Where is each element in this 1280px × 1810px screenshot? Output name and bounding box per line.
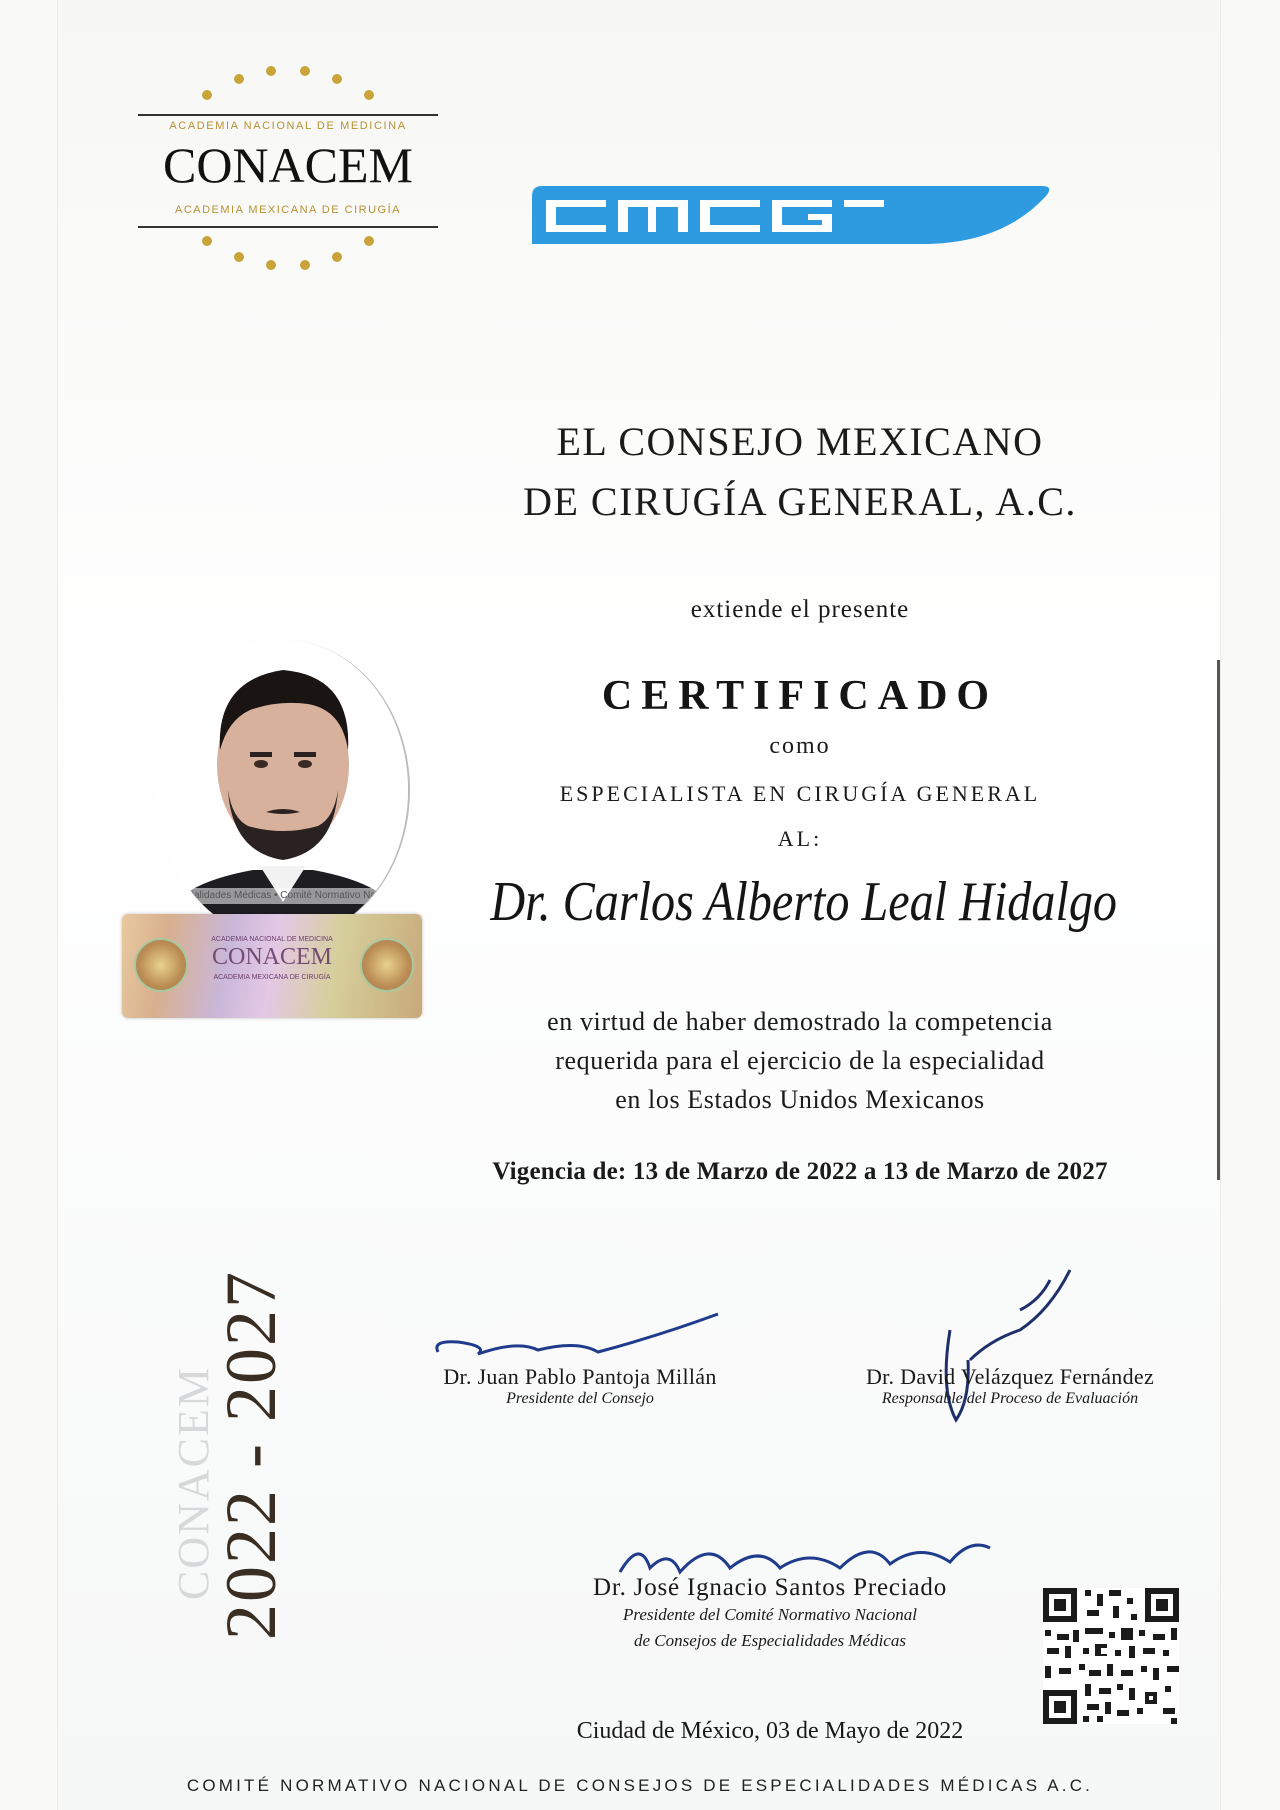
validity-years: 2022 - 2027 [211,1270,291,1640]
hologram-main-text: CONACEM [211,944,332,970]
conacem-watermark: CONACEM [169,1365,218,1600]
logo-dot [332,252,342,262]
signer-role-line-2: de Consejos de Especialidades Médicas [634,1631,906,1650]
qr-code-icon [1043,1588,1179,1724]
signature-committee [540,1574,1000,1654]
recipient-photo [158,640,408,940]
signer-name: Dr. José Ignacio Santos Preciado [592,1574,947,1601]
signature-evaluation [840,1364,1180,1408]
footer-organization: COMITÉ NORMATIVO NACIONAL DE CONSEJOS DE ESPECIALIDADES MÉDICAS A.C. [186,1776,1094,1795]
competency-statement [440,1002,1160,1119]
logo-rule-bottom [138,226,438,228]
issuer-name [440,412,1160,532]
al-text: AL: [777,826,823,851]
hologram-seal [122,914,422,1018]
logo-dot [234,252,244,262]
logo-dot [266,260,276,270]
competency-line-3: en los Estados Unidos Mexicanos [615,1085,985,1114]
logo-dot [300,66,310,76]
specialty-text: ESPECIALISTA EN CIRUGÍA GENERAL [559,781,1041,806]
logo-main-text: CONACEM [162,137,414,193]
signer-role: Presidente del Consejo [506,1390,654,1407]
hologram-bottom-text: ACADEMIA MEXICANA DE CIRUGÍA [213,974,331,981]
logo-dot [266,66,276,76]
competency-line-1: en virtud de haber demostrado la competencia [547,1007,1053,1036]
issuer-line-2: DE CIRUGÍA GENERAL, A.C. [523,479,1077,524]
intro-text: extiende el presente [690,596,910,623]
hologram-left-emblem [134,938,188,992]
paper-edge-line [1217,660,1220,1180]
conacem-logo [138,58,438,274]
signer-name: Dr. David Velázquez Fernández [865,1364,1155,1389]
recipient-name: Dr. Carlos Alberto Leal Hidalgo [490,871,1118,933]
logo-dot [234,74,244,84]
photo-caption-band: Especialidades Médicas • Comité Normativo Nacional [163,890,403,901]
logo-dot [364,236,374,246]
place-and-date: Ciudad de México, 03 de Mayo de 2022 [576,1718,964,1744]
signer-role: Responsable del Proceso de Evaluación [881,1390,1139,1407]
logo-dot [202,90,212,100]
logo-rule-top [138,114,438,116]
hologram-top-text: ACADEMIA NACIONAL DE MEDICINA [211,936,333,943]
logo-dot [202,236,212,246]
signature-president [410,1364,750,1408]
como-text: como [769,733,831,759]
logo-dot [364,90,374,100]
signer-name: Dr. Juan Pablo Pantoja Millán [443,1364,717,1389]
signer-role-line-1: Presidente del Comité Normativo Nacional [623,1605,917,1624]
certificate-title: CERTIFICADO [601,673,999,719]
logo-bottom-text: ACADEMIA MEXICANA DE CIRUGÍA [175,204,401,216]
photo-oval [158,640,410,940]
logo-dot [332,74,342,84]
hologram-right-emblem [360,938,414,992]
logo-dot [300,260,310,270]
issuer-line-1: EL CONSEJO MEXICANO [556,419,1044,464]
cmcg-logo [532,182,1054,246]
validity-period: Vigencia de: 13 de Marzo de 2022 a 13 de Marzo de 2027 [492,1158,1108,1185]
logo-top-text: ACADEMIA NACIONAL DE MEDICINA [169,120,407,132]
competency-line-2: requerida para el ejercicio de la especialidad [555,1046,1045,1075]
